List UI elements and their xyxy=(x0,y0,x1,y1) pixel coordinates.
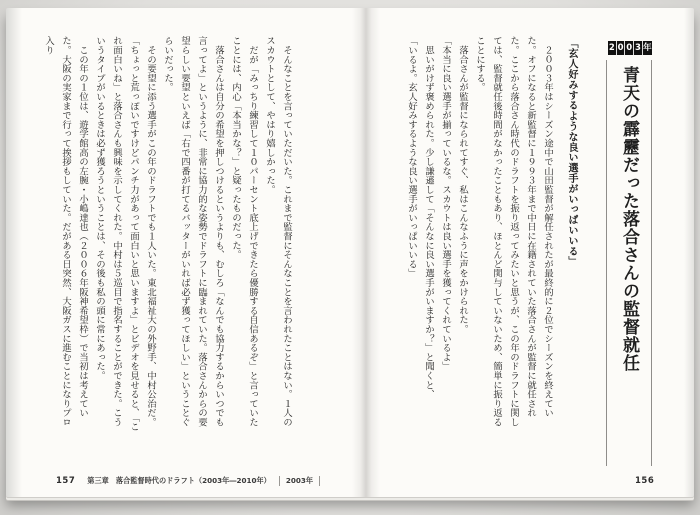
left-page-body xyxy=(40,36,295,433)
footer-running-title: 落合監督時代のドラフト（2003年―2010年） xyxy=(115,476,271,485)
page-number-right: 156 xyxy=(635,476,655,486)
body-paragraph: 落合さんは自分の希望を押しつけるというよりも、むしろ「なんでも協力するからいつでも言ってよ」というように、非常に協力的な姿勢でドラフトに臨まれていた。落合さんからの要望らしい要望といえば「右で四番が打てるバッターがいれば必ず獲ってほしい」ということぐらいだった。 xyxy=(162,36,224,427)
running-footer xyxy=(56,476,320,486)
right-page-body xyxy=(403,36,556,433)
year-badge xyxy=(608,41,652,55)
body-paragraph: 「いるよ。玄人好みするような良い選手がいっぱいいる」 xyxy=(406,36,417,278)
body-paragraph: だが「みっちり練習して１０パーセント底上げできたら優勝する自信あるぞ」と言っていたことには、内心「本当かな？」と疑ったものだった。 xyxy=(230,36,258,427)
page-number-left: 157 xyxy=(56,476,76,486)
body-paragraph: そんなことを言っていただいた。これまで監督にそんなことを言われたことはない。１人のスカウトとして、やはり嬉しかった。 xyxy=(264,36,292,427)
year-badge-digit: 2 xyxy=(608,43,615,53)
page-edge-shade-right xyxy=(684,8,694,497)
chapter-heading: 青天の霹靂だった落合さんの監督就任 xyxy=(606,60,652,466)
body-paragraph: 「本当に良い選手が揃っているな。スカウトは良い選手を獲ってくれているよ」 xyxy=(440,36,451,371)
footer-chapter-label: 第三章 xyxy=(87,476,109,485)
body-paragraph: 思いがけず褒められた。少し謙遜して「そんなに良い選手がいますか？」と聞くと、 xyxy=(423,36,434,399)
year-badge-year-suffix: 年 xyxy=(643,43,652,53)
body-paragraph: ２００３年はシーズン途中で山田監督が解任されたが最終的に２位でシーズンを終えていた。オフになると新監督に１９９３年まで中日に在籍されていた落合さんが監督に就任された。ここから落合さん時代のドラフトを振り返ってみたいと思うが、この年のドラフトに関しては、監督就任後時間がなかったこともあり、ほとんど関与していないため、簡単に振り返ることにする。 xyxy=(474,36,553,427)
body-paragraph: 落合さんが監督になられてすぐ、私はこんなふうに声をかけられた。 xyxy=(457,36,468,334)
year-badge-digit: 3 xyxy=(634,43,641,53)
year-badge-digit: 0 xyxy=(617,43,624,53)
body-paragraph: その要望に添う選手がこの年のドラフトでも１人いた。東北福祉大の外野手、中村公治だ。「ちょっと荒っぽいですけどパンチ力があって面白いと思いますよ」とビデオを見せると、「これ面白いね」と落合さんも興味を示してくれた。中村は５巡目で指名することができた。こういうタイプがいるときは必ず獲ろうということは、その後も私の頭に常にあった。 xyxy=(94,36,156,432)
body-paragraph: この年の１位は、遊学館高の左腕・小嶋達也（２００６年阪神希望枠）で当初は考えていた。大阪の実家まで行って挨拶もしていた。だがある日突然、大阪ガスに進むことになりプロ入り xyxy=(43,36,88,427)
gutter-shadow xyxy=(352,8,380,497)
page-edge-shade-left xyxy=(6,8,22,497)
year-badge-digit: 0 xyxy=(626,43,633,53)
section-subheading: 「玄人好みするような良い選手がいっぱいいる」 xyxy=(566,38,577,267)
footer-year-marker: 2003年 xyxy=(279,476,320,486)
book-pages xyxy=(6,8,694,497)
